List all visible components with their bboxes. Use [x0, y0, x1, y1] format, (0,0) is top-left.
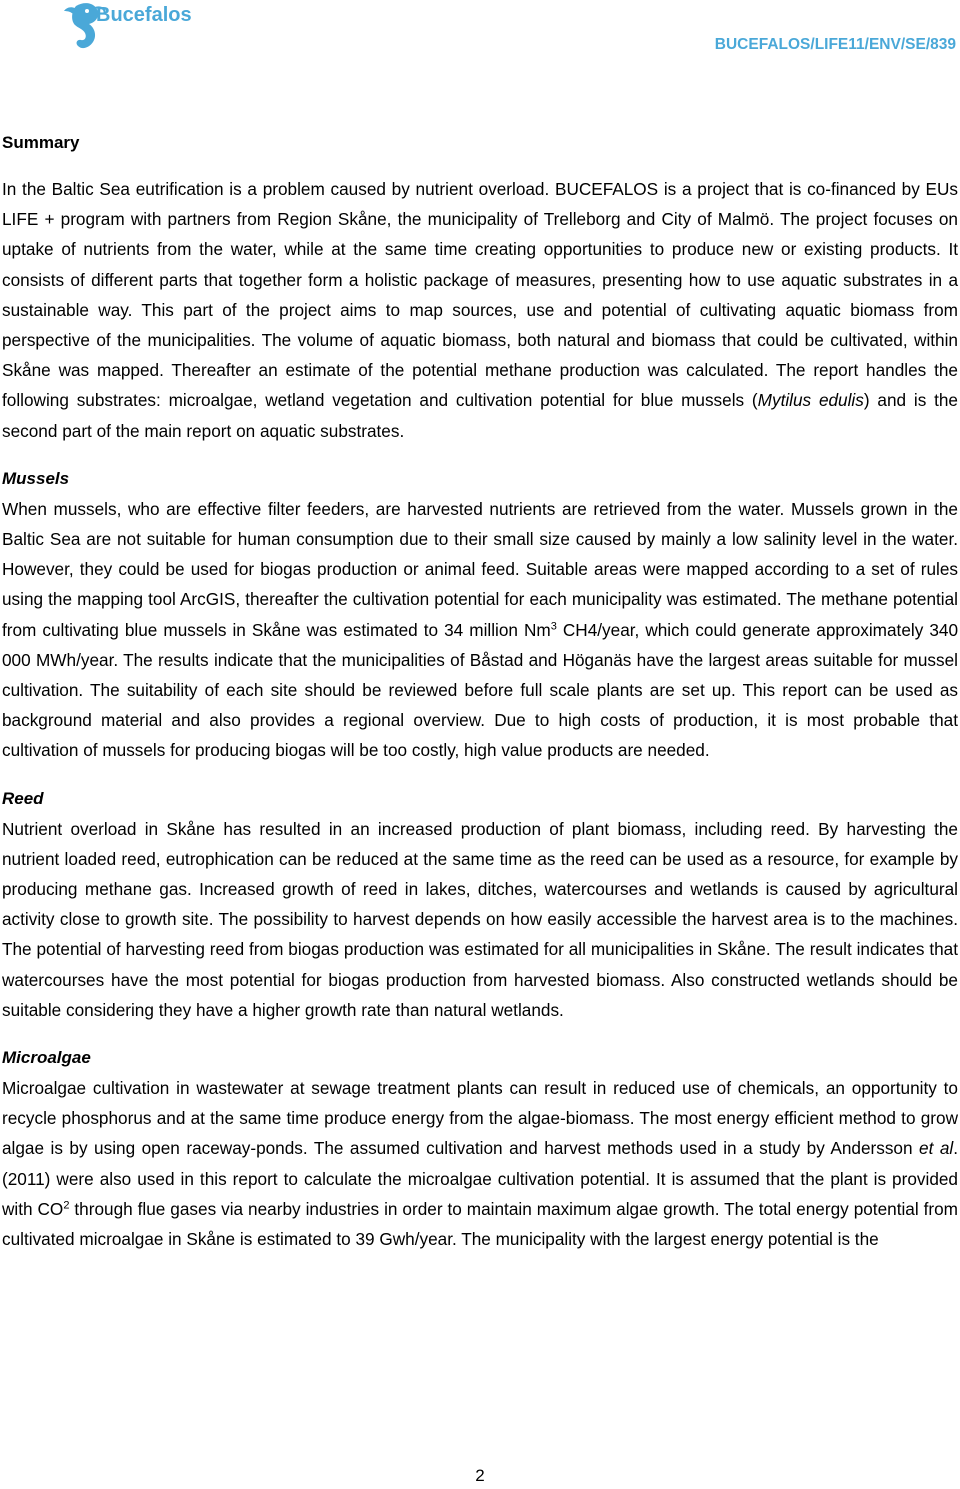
project-reference: BUCEFALOS/LIFE11/ENV/SE/839 [714, 36, 956, 53]
reed-paragraph: Nutrient overload in Skåne has resulted in an increased production of plant biomass, including reed. By harvesting the nutrient loaded reed, eutrophication can be reduced at the same time as the reed can be used as a resource, for example by producing methane gas. Increased growth of reed in lakes, ditches, watercourses and wetlands is caused by agricultural activity close to growth site. The possibility to harvest depends on how easily accessible the harvest area is to the machines. The potential of harvesting reed from biogas production was estimated for all municipalities in Skåne. The result indicates that watercourses have the most potential for biogas production from harvested biomass. Also constructed wetlands should be suitable considering they have a higher growth rate than natural wetlands. [2, 818, 958, 1020]
superscript-2: 2 [63, 1199, 70, 1212]
microalgae-heading: Microalgae [2, 1048, 91, 1068]
logo-text: Bucefalos [96, 4, 192, 26]
mussels-paragraph: When mussels, who are effective filter feeders, are harvested nutrients are retrieved from the water. Mussels grown in the Baltic Sea are not suitable for human consumption due to their small size caused by mainly a low salinity level in the water. However, they could be used for biogas production or animal feed. Suitable areas were mapped according to a set of rules using the mapping tool ArcGIS, thereafter the cultivation potential for each municipality was estimated. The methane potential from cultivating blue mussels in Skåne was estimated to 34 million Nm$^3$ CH4/year, which could generate approximately 340 000 MWh/year. The results indicate that the municipalities of Båstad and Höganäs have the largest areas suitable for mussel cultivation. The suitability of each site should be reviewed before full scale plants are set up. This report can be used as background material and also provides a regional overview. Due to high costs of production, it is most probable that cultivation of mussels for producing biogas will be too costly, high value products are needed. [2, 498, 959, 761]
page-number: 2 [475, 1466, 485, 1485]
microalgae-paragraph: Microalgae cultivation in wastewater at sewage treatment plants can result in reduced use of chemicals, an opportunity to recycle phosphorus and at the same time produce energy from the algae-biomass. The most energy efficient method to grow algae is by using open raceway-ponds. The assumed cultivation and harvest methods used in a study by Andersson et al. (2011) were also used in this report to calculate the microalgae cultivation potential. It is assumed that the plant is provided with $CO^2$ through flue gases via nearby industries in order to maintain maximum algae growth. The total energy potential from cultivated microalgae in Skåne is estimated to 39 Gwh/year. The municipality with the largest energy potential is the [2, 1078, 959, 1250]
et-al: et al [919, 1138, 954, 1159]
summary-paragraph: In the Baltic Sea eutrification is a problem caused by nutrient overload. BUCEFALOS is a project that is co-financed by EUs LIFE + program with partners from Region Skåne, the municipality of Trelleborg and City of Malmö. The project focuses on uptake of nutrients from the water, while at the same time creating opportunities to produce new or existing products. It consists of different parts that together form a holistic package of measures, presenting how to use aquatic substrates in a sustainable way. This part of the project aims to map sources, use and potential of cultivating aquatic biomass from perspective of the municipalities. The volume of aquatic biomass, both natural and biomass that could be cultivated, within Skåne was mapped. Thereafter an estimate of the potential methane production was calculated. The report handles the following substrates: microalgae, wetland vegetation and cultivation potential for blue mussels (Mytilus edulis) and is the second part of the main report on aquatic substrates. [2, 179, 958, 441]
document-body [2, 128, 958, 1254]
page-header [0, 0, 960, 60]
reed-heading: Reed [2, 788, 44, 808]
summary-heading: Summary [2, 133, 80, 152]
mussels-heading: Mussels [2, 468, 70, 488]
superscript-3: 3 [550, 619, 557, 632]
species-name: Mytilus edulis [757, 390, 864, 411]
